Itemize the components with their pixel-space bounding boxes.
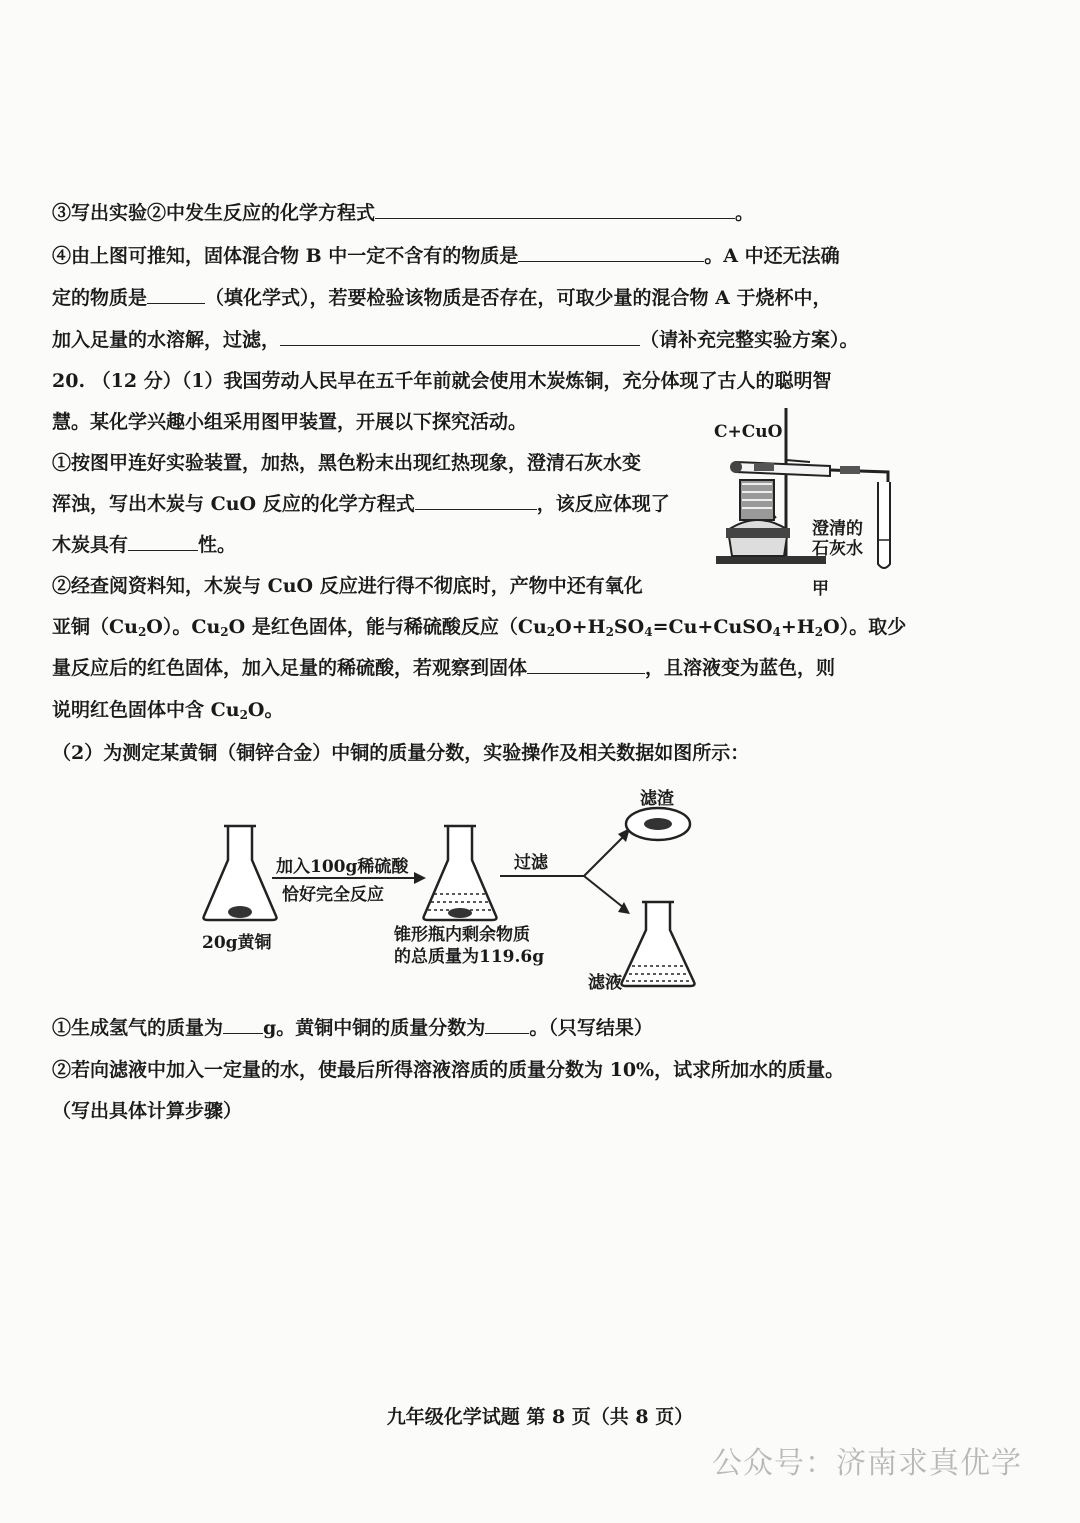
answer-blank[interactable] [518, 243, 704, 262]
filter-label: 过滤 [514, 853, 548, 873]
q20-line-3: ①按图甲连好实验装置，加热，黑色粉末出现红热现象，澄清石灰水变 [52, 452, 642, 474]
reagent-label: C+CuO [714, 422, 783, 442]
q19-line-3: ③写出实验②中发生反应的化学方程式 。 [52, 202, 755, 224]
q20-line-9: 说明红色固体中含 $Cu_2O$。 [52, 699, 284, 722]
q20-part2: （2）为测定某黄铜（铜锌合金）中铜的质量分数，实验操作及相关数据如图所示： [52, 742, 750, 764]
q19-line-6: 加入足量的水溶解，过滤， （请补充完整实验方案）。 [52, 329, 859, 351]
page-footer: 九年级化学试题 第 8 页（共 8 页） [386, 1406, 694, 1428]
mid-flask-label-2: 的总质量为119.6g [394, 947, 545, 967]
answer-blank[interactable] [415, 491, 537, 510]
answer-blank[interactable] [375, 200, 735, 219]
q20-line-5: 木炭具有 性。 [52, 534, 237, 556]
answer-blank[interactable] [527, 655, 645, 674]
step1-bottom-label: 恰好完全反应 [282, 885, 384, 905]
answer-blank[interactable] [280, 327, 640, 346]
q20-sub1: ①生成氢气的质量为 g。黄铜中铜的质量分数为 。（只写结果） [52, 1017, 653, 1039]
start-flask-label: 20g黄铜 [202, 933, 272, 953]
q20-line-8: 量反应后的红色固体，加入足量的稀硫酸，若观察到固体 ，且溶液变为蓝色，则 [52, 657, 836, 679]
answer-blank[interactable] [485, 1015, 529, 1034]
answer-blank[interactable] [223, 1015, 263, 1034]
q20-line-6: ②经查阅资料知，木炭与 CuO 反应进行得不彻底时，产物中还有氧化 [52, 575, 643, 597]
apparatus-figure [700, 400, 920, 600]
q19-line-4: ④由上图可推知，固体混合物 B 中一定不含有的物质是 。A 中还无法确 [52, 245, 840, 267]
q20-sub2-note: （写出具体计算步骤） [52, 1100, 243, 1122]
q20-heading: 20. （12 分）（1）我国劳动人民早在五千年前就会使用木炭炼铜，充分体现了古人的聪明智 [52, 370, 832, 392]
q20-line-7: 亚铜$(Cu_2O)$。$Cu_2O$ 是红色固体，能与稀硫酸反应$(Cu_2O+H_2SO_4=Cu+CuSO_4+H_2O)$。取少 [52, 616, 907, 639]
q20-sub2: ②若向滤液中加入一定量的水，使最后所得溶液溶质的质量分数为 10%，试求所加水的质量。 [52, 1059, 845, 1081]
q20-line-2: 慧。某化学兴趣小组采用图甲装置，开展以下探究活动。 [52, 411, 528, 433]
q20-line-4: 浑浊，写出木炭与 CuO 反应的化学方程式 ，该反应体现了 [52, 493, 670, 515]
filtrate-label: 滤液 [588, 973, 622, 993]
mid-flask-label-1: 锥形瓶内剩余物质 [394, 925, 530, 945]
figure-caption: 甲 [812, 579, 829, 599]
brass-experiment-diagram [190, 770, 710, 1000]
residue-label: 滤渣 [640, 789, 674, 809]
limewater-label-2: 石灰水 [812, 539, 863, 559]
q19-line-5: 定的物质是 （填化学式），若要检验该物质是否存在，可取少量的混合物 A 于烧杯中， [52, 287, 832, 309]
answer-blank[interactable] [128, 532, 198, 551]
step1-top-label: 加入100g稀硫酸 [276, 857, 409, 877]
answer-blank[interactable] [147, 285, 205, 304]
limewater-label-1: 澄清的 [812, 519, 863, 539]
watermark: 公众号：济南求真优学 [712, 1446, 1022, 1481]
